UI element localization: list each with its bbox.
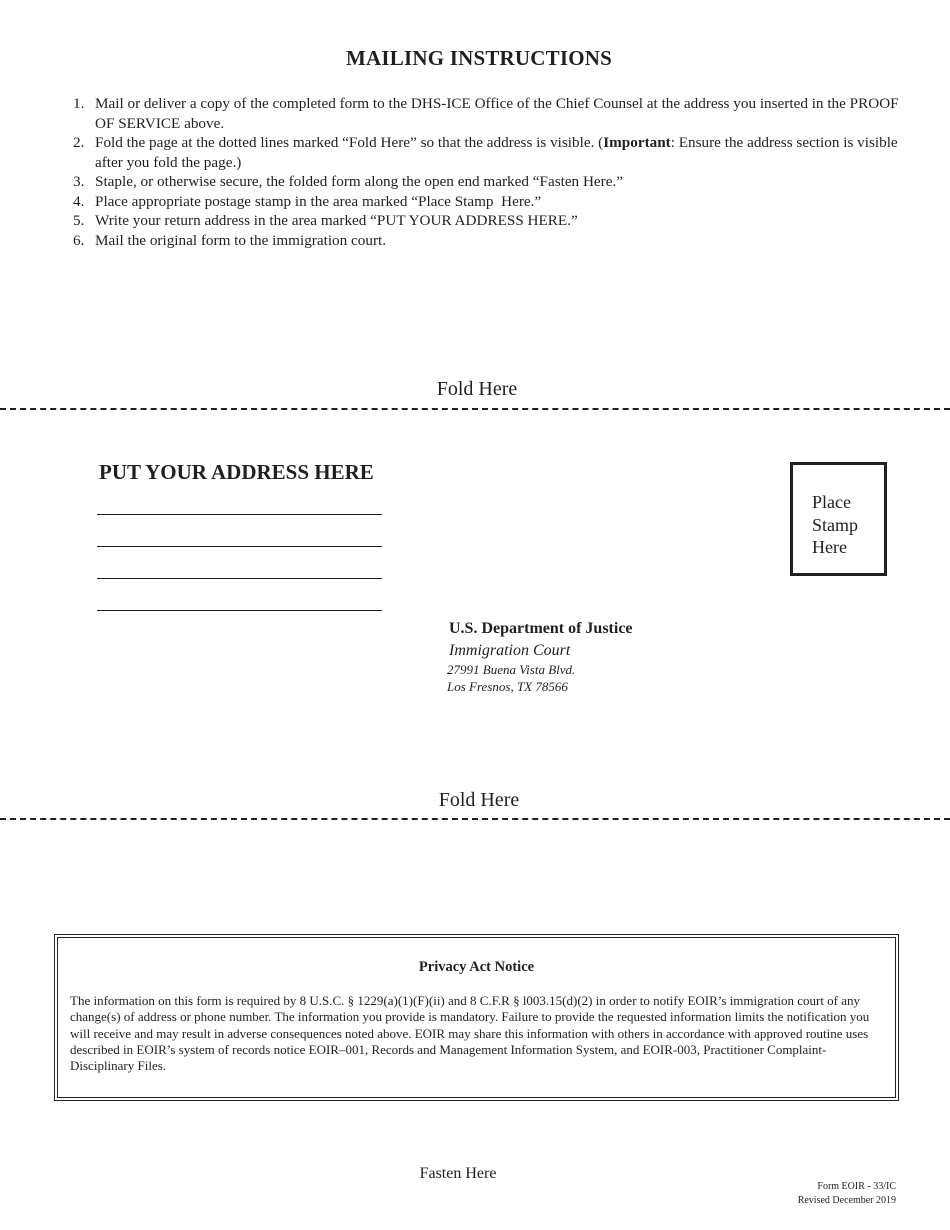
instruction-text: Place appropriate postage stamp in the area marked “Place Stamp Here.” [95,192,542,210]
privacy-act-title: Privacy Act Notice [418,959,535,975]
form-number: Form EOIR - 33/IC [817,1181,896,1192]
fold-here-label-bottom: Fold Here [438,789,520,811]
fold-line-top [0,408,950,410]
instruction-text: Staple, or otherwise secure, the folded form along the open end marked “Fasten Here.” [95,173,623,190]
instruction-number: 1. [73,95,85,112]
recipient-office: Immigration Court [449,642,571,659]
stamp-label [812,491,858,559]
instruction-number: 3. [73,173,85,190]
form-identifier [798,1180,896,1208]
return-address-line [97,514,382,515]
instruction-number: 5. [73,212,85,229]
fold-line-bottom [0,818,950,820]
recipient-name: U.S. Department of Justice [449,620,633,637]
instruction-number: 6. [73,231,85,249]
stamp-box [790,462,887,576]
privacy-act-notice-box [54,934,899,1101]
return-address-line [97,578,382,579]
instruction-item [73,94,903,133]
fasten-here-label: Fasten Here [419,1165,497,1182]
page-title: MAILING INSTRUCTIONS [346,46,612,70]
return-address-line [97,546,382,547]
instruction-item [73,231,903,251]
instruction-number: 2. [73,134,85,151]
instruction-text: Write your return address in the area marked “PUT YOUR ADDRESS HERE.” [95,212,578,229]
stamp-label-line: Place [812,492,851,512]
instruction-text: Mail or deliver a copy of the completed form to the DHS-ICE Office of the Chief Counsel at the address you inserted in the PROOF OF SERVICE above. [95,95,899,132]
instruction-item [73,211,903,231]
instruction-text-part: : Ensure the address section is visible after you fold the page.) [95,134,898,171]
return-address-line [97,610,382,611]
instruction-number: 4. [73,192,85,210]
privacy-act-body: The information on this form is required by 8 U.S.C. § 1229(a)(1)(F)(ii) and 8 C.F.R § l003.15(d)(2) in order to notify EOIR’s immigration court of any change(s) of address or phone number. The information you provide is mandatory. Failure to provide the requested information limits the notification you will receive and may result in adverse consequences noted above. EOIR may share this information with others in accordance with approved routine uses described in EOIR’s system of records notice EOIR–001, Records and Management Information System, and EOIR-003, Practitioner Complaint-Disciplinary Files. [70,993,870,1074]
recipient-street: 27991 Buena Vista Blvd. [447,662,576,677]
stamp-label-line: Stamp [812,514,859,535]
instruction-item [73,192,903,212]
instruction-item [73,133,903,172]
stamp-label-line: Here [812,537,847,557]
fold-here-label-top: Fold Here [436,378,518,400]
recipient-city: Los Fresnos, TX 78566 [447,679,568,694]
return-address-heading: PUT YOUR ADDRESS HERE [99,460,374,484]
instruction-item [73,172,903,192]
instruction-text-part: Fold the page at the dotted lines marked “Fold Here” so that the address is visible. ( [95,134,604,151]
instruction-text: Mail the original form to the immigration court. [95,231,387,249]
mailing-instructions-list [73,94,903,250]
instruction-emphasis: Important [603,134,671,151]
form-revision-date: Revised December 2019 [797,1195,896,1206]
